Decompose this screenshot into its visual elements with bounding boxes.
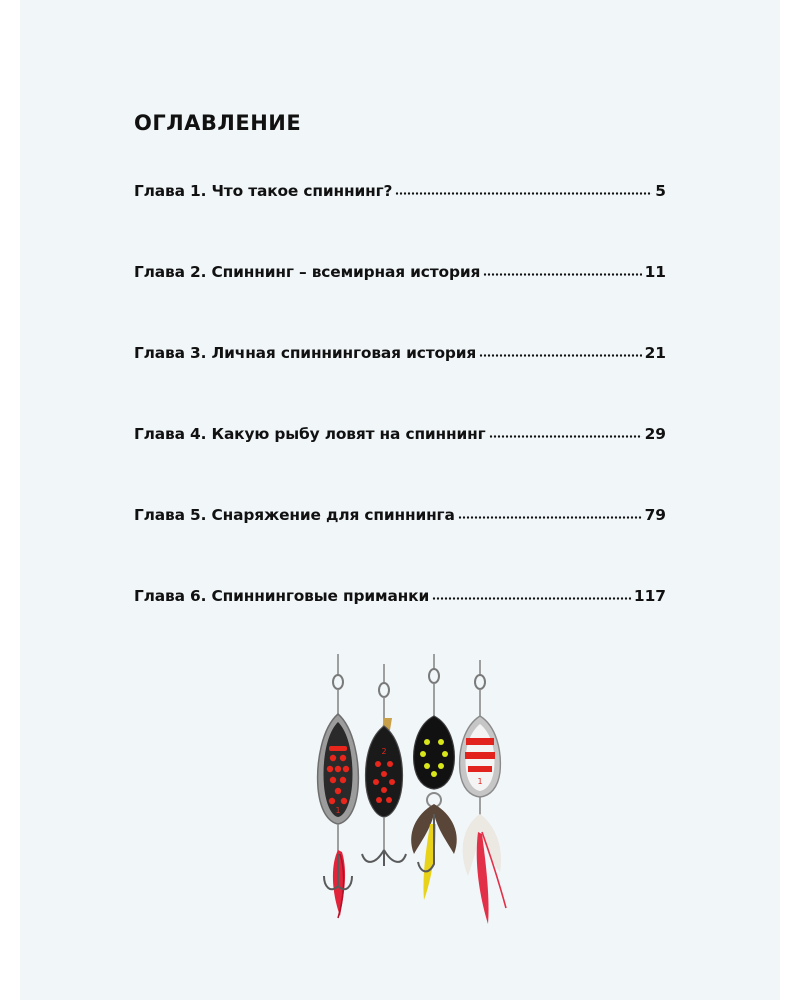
- toc-entry-title: Глава 6. Спиннинговые приманки: [134, 587, 430, 605]
- blade-number: 2: [381, 747, 387, 756]
- toc-entry[interactable]: [134, 344, 666, 425]
- dot-leader: [395, 192, 652, 195]
- dot-leader: [483, 273, 641, 276]
- spinner-lure-icon: [362, 664, 406, 866]
- toc-entry-title: Глава 2. Спиннинг – всемирная история: [134, 263, 481, 281]
- blade-number: 1: [335, 806, 341, 815]
- toc-page-number: 79: [644, 506, 666, 524]
- document-page: [20, 0, 780, 1000]
- dot-leader: [479, 354, 641, 357]
- toc-entry[interactable]: [134, 263, 666, 344]
- toc-entry-title: Глава 3. Личная спиннинговая история: [134, 344, 477, 362]
- toc-page-number: 11: [644, 263, 666, 281]
- dot-leader: [489, 435, 642, 438]
- dot-leader: [432, 597, 631, 600]
- toc-entry[interactable]: [134, 506, 666, 587]
- spinner-lure-icon: [318, 654, 359, 918]
- spinner-lure-icon: [460, 660, 506, 924]
- toc-title: ОГЛАВЛЕНИЕ: [134, 111, 302, 135]
- dot-leader: [458, 516, 642, 519]
- toc-entry-title: Глава 4. Какую рыбу ловят на спиннинг: [134, 425, 486, 443]
- toc-page-number: 117: [633, 587, 666, 605]
- toc-entry[interactable]: [134, 425, 666, 506]
- toc-entry[interactable]: [134, 182, 666, 263]
- fishing-lures-illustration: [296, 654, 516, 934]
- toc-page-number: 29: [644, 425, 666, 443]
- toc-page-number: 5: [655, 182, 666, 200]
- toc-entry-title: Глава 5. Снаряжение для спиннинга: [134, 506, 455, 524]
- spinner-lure-icon: [411, 654, 457, 900]
- blade-number: 1: [477, 777, 483, 786]
- toc-list: [134, 182, 666, 668]
- toc-page-number: 21: [644, 344, 666, 362]
- toc-entry-title: Глава 1. Что такое спиннинг?: [134, 182, 393, 200]
